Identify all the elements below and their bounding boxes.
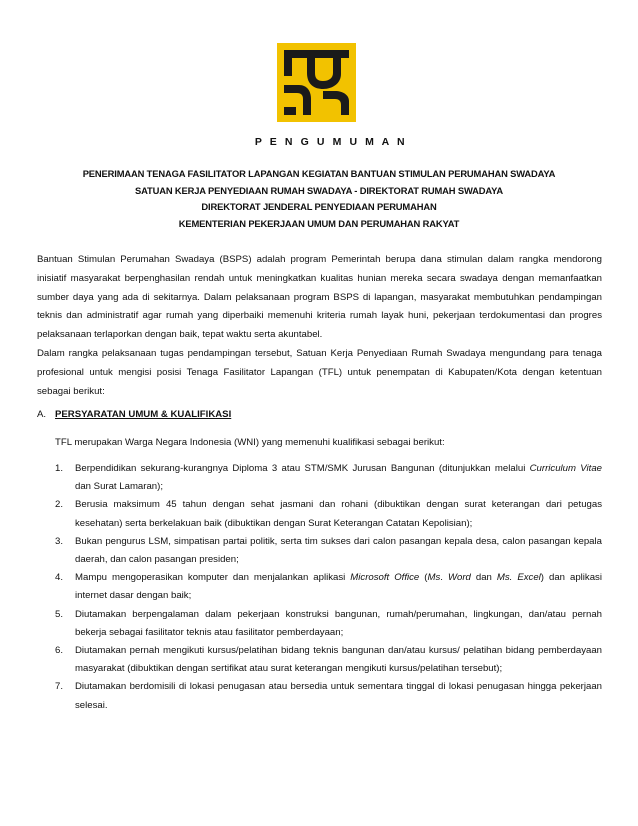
pupr-emblem-icon xyxy=(277,43,356,122)
announcement-heading: P E N G U M U M A N xyxy=(254,136,408,148)
requirement-number: 7. xyxy=(55,681,64,693)
requirement-number: 2. xyxy=(55,499,64,511)
requirement-number: 4. xyxy=(55,572,64,584)
subheading-line: DIREKTORAT JENDERAL PENYEDIAAN PERUMAHAN xyxy=(201,201,437,212)
requirement-text: Berusia maksimum 45 tahun dengan sehat jasmani dan rohani (dibuktikan dengan surat keterangan dari petugas kesehatan) serta berkelakuan baik (dibuktikan dengan Surat Keterangan Catatan Kepolisian); xyxy=(75,499,602,529)
subheading-line: KEMENTERIAN PEKERJAAN UMUM DAN PERUMAHAN RAKYAT xyxy=(178,217,460,229)
requirement-item xyxy=(55,533,602,569)
qualification-intro: TFL merupakan Warga Negara Indonesia (WNI) yang memenuhi kualifikasi sebagai berikut: xyxy=(55,437,445,448)
requirement-text: dan xyxy=(470,572,497,584)
requirement-text-italic: Ms xyxy=(427,572,441,584)
section-a-heading xyxy=(37,406,231,424)
requirement-number: 5. xyxy=(55,608,64,620)
requirement-number: 1. xyxy=(55,463,64,474)
subheading-line: PENERIMAAN TENAGA FASILITATOR LAPANGAN KEGIATAN BANTUAN STIMULAN PERUMAHAN SWADAYA xyxy=(82,168,556,179)
requirement-text: Berpendidikan sekurang-kurangnya Diploma 3 atau STM/SMK Jurusan Bangunan (ditunjukkan melalui xyxy=(75,463,530,474)
requirement-text: . xyxy=(440,572,448,584)
requirement-text-italic: Microsoft Office xyxy=(350,572,420,584)
section-title: PERSYARATAN UMUM & KUALIFIKASI xyxy=(55,409,232,420)
requirements-list xyxy=(55,460,602,715)
section-letter: A. xyxy=(37,409,47,420)
requirement-text: Diutamakan berpengalaman dalam pekerjaan konstruksi bangunan, rumah/perumahan, lingkungan, dan/atau pernah bekerja sebagai fasilitator teknis atau fasilitator pemberdayaan; xyxy=(75,608,602,638)
requirement-text: ) dan aplikasi internet dasar dengan baik; xyxy=(75,572,602,602)
intro-paragraph: Bantuan Stimulan Perumahan Swadaya (BSPS) adalah program Pemerintah berupa dana stimulan dalam rangka mendorong inisiatif masyarakat berpenghasilan rendah untuk meningkatkan kualitas hunian mereka secara swadaya dengan memanfaatkan sumber daya yang ada di sekitarnya. Dalam pelaksanaan program BSPS di lapangan, masyarakat membutuhkan pendampingan teknis dan administratif agar rumah yang diperbaiki memenuhi kriteria rumah layak huni, pekerjaan terdokumentasi dan progres pelaksanaan terlaporkan dengan baik, tepat waktu serta akuntabel. xyxy=(37,254,602,341)
requirement-text: Mampu mengoperasikan komputer dan menjalankan aplikasi xyxy=(75,572,351,584)
requirement-item xyxy=(55,642,602,678)
requirement-text: ( xyxy=(419,572,428,584)
requirement-text: dan Surat Lamaran); xyxy=(75,481,163,493)
requirement-text: Diutamakan pernah mengikuti kursus/pelatihan bidang teknis bangunan dan/atau kursus/ pelatihan bidang pemberdayaan masyarakat (dibuktikan dengan sertifikat atau surat keterangan mengikuti kursus/pelatihan tersebut); xyxy=(75,645,602,675)
subheading-line: SATUAN KERJA PENYEDIAAN RUMAH SWADAYA - DIREKTORAT RUMAH SWADAYA xyxy=(134,184,504,196)
requirement-text: Bukan pengurus LSM, simpatisan partai politik, serta tim sukses dari calon pasangan kepala desa, calon pasangan kepala daerah, dan calon pasangan presiden; xyxy=(75,535,602,566)
requirement-number: 3. xyxy=(55,535,64,547)
requirement-text: Diutamakan berdomisili di lokasi penugasan atau bersedia untuk sementara tinggal di lokasi penugasan hingga pekerjaan selesai. xyxy=(75,681,602,711)
requirement-text-italic: Word xyxy=(447,572,471,584)
invitation-paragraph: Dalam rangka pelaksanaan tugas pendampingan tersebut, Satuan Kerja Penyediaan Rumah Swadaya mengundang para tenaga profesional untuk mengisi posisi Tenaga Fasilitator Lapangan (TFL) untuk penempatan di Kabupaten/Kota dengan ketentuan sebagai berikut: xyxy=(37,348,602,397)
subheadings xyxy=(30,166,608,232)
requirement-text-italic: Ms. Excel xyxy=(496,572,541,584)
requirement-number: 6. xyxy=(55,645,64,657)
requirement-item xyxy=(55,678,602,714)
requirement-text-italic: Curriculum Vitae xyxy=(529,463,602,474)
requirement-item xyxy=(55,606,602,642)
requirement-item xyxy=(55,460,602,496)
requirement-item xyxy=(55,569,602,605)
requirement-item xyxy=(55,496,602,532)
